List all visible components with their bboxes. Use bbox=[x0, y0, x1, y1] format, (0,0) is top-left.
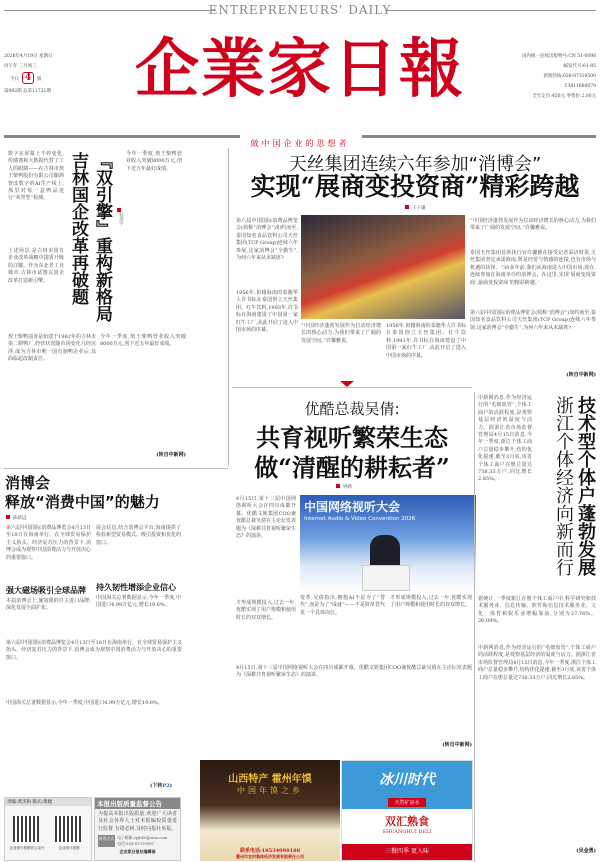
qr-code-wechat[interactable] bbox=[13, 816, 39, 842]
article-paragraph: 才形成规模投入,过去一年,优酷实现了用户规模和使用时长的双双增长。 bbox=[390, 595, 472, 609]
ad-brands[interactable] bbox=[341, 760, 473, 861]
page-count-badge: 4 bbox=[22, 72, 34, 84]
youku-kicker: 优酷总裁吴倩: bbox=[304, 400, 400, 418]
xiaobohui-headline-2: 释放“消费中国”的魅力 bbox=[5, 493, 160, 511]
convention-photo bbox=[300, 495, 476, 591]
article-paragraph: 中新网消息,作为经济运行的“毛细血管”,个体工商户的活跃程度,是观察基层经济的温度与活力。据浙江省市场监督管理局4月15日消息,今年一季度,浙江个体工商户总量稳步攀升,结构优化提速,截至3月底,该省个体工商户在册总量达738.33万户,同比增长2.85%。 bbox=[478, 395, 532, 483]
zhejiang-headline-sub: 浙江个体经济向新而行 bbox=[553, 396, 574, 576]
byline-name: 石洪宇 bbox=[118, 212, 124, 226]
zhejiang-headline: 技术型个体户蓬勃发展 bbox=[575, 396, 596, 576]
article-paragraph: “中国经济蓬勃发展作为拉动经济增长的核心动力,为我们带来了广阔的发展空间。”许馨雅说。 bbox=[301, 323, 381, 344]
editor-box bbox=[4, 797, 92, 861]
editor-credits: 责编:黄杰和 版式:黄婕 bbox=[5, 798, 91, 806]
article-paragraph: 上述场景,是吉林市国有企业改革战略中提质升级的注脚。作为东北老工业城市,吉林市试图以国企改革打造新引擎。 bbox=[8, 248, 64, 284]
ad-bingchuan bbox=[342, 761, 472, 809]
byline-name: 王子谦 bbox=[412, 206, 426, 211]
lead-kicker: 天丝集团连续六年参加“消博会” bbox=[288, 154, 542, 175]
youku-headline: 共育视听繁荣生态 bbox=[256, 423, 448, 452]
jilin-article bbox=[4, 148, 228, 466]
notice-email: 电子邮箱:cyjb49@sina.com bbox=[117, 835, 168, 841]
divider bbox=[228, 148, 229, 466]
article-paragraph: 1956年,祖籍海南的泰籍华人许书标在泰国创立天丝集团。红牛饮料,1993年,许书标在海南建设了中国第一家红牛工厂,从此开启了进入中国市场的序幕。 bbox=[236, 290, 298, 334]
article-paragraph: 泰国天丝集团首席执行官许馨雅在接受记者采访时说,天丝集团坚定承诺海南,既是经贸与情感的连接,也有市场与机遇的抉择。“30多年前,我们从海南进入中国市场;现在,连续参加在海南举办的消博会。在这里,实现‘展商变投资商’,最商变投资商‘的精彩跨越。’ bbox=[470, 250, 596, 286]
brand-name: 双汇熟食 bbox=[385, 815, 429, 828]
brand-name: 冰川时代 bbox=[379, 772, 435, 788]
issue-date: 2026年4月19日 星期日 bbox=[4, 54, 53, 59]
postal-code: 邮发代号:61-85 bbox=[563, 64, 596, 69]
contact-tag: 联系方式 bbox=[98, 835, 115, 847]
expo-booth-photo bbox=[301, 215, 465, 319]
photo-banner: 中国网络视听大会 bbox=[304, 500, 401, 514]
quality-notice bbox=[94, 797, 181, 861]
xiaobohui-headline: 消博会 bbox=[5, 474, 51, 492]
article-source: (吴金勇) bbox=[576, 848, 596, 854]
byline-name: 钟新 bbox=[343, 485, 352, 490]
notice-body: 为提高本报出版质量,欢迎广大读者及社会各界人士对本报编校质量进行监督,有错必纠,及时向报社举报。 bbox=[98, 811, 177, 832]
qr-caption: 企业家日报微信公众号 bbox=[9, 846, 45, 850]
continued-close: ) bbox=[169, 783, 172, 789]
newspaper-logo: 企業家日報 bbox=[135, 32, 465, 107]
continued-link[interactable] bbox=[150, 782, 172, 789]
ad-shuanghui bbox=[342, 809, 472, 860]
byline bbox=[405, 205, 426, 211]
ad-subtitle: 中国年馍之乡 bbox=[237, 786, 303, 795]
article-paragraph: 中新网消息,作为经济运行的“毛细血管”,个体工商户的活跃程度,是观察基层经济的温度与活力。据浙江省市场监督管理局4月15日消息,今年一季度,浙江个体工商户总量稳步攀升,结构优化提速,截至3月底,该省个体工商户在册总量达738.33万户,同比增长2.85%。 bbox=[478, 645, 596, 681]
english-title: ENTREPRENEURS' DAILY bbox=[208, 3, 392, 17]
article-paragraph: 敖王柴鸭前身是始建于1982年的吉林市第二制鸭厂,经营状况随市场变化几经沉浮,成为吉林市唯一国有制鸭企业后,其面临起改制责任。 bbox=[8, 334, 96, 363]
publication-info bbox=[476, 52, 596, 102]
ad-phone: 联系电话:18534090188 bbox=[239, 848, 301, 854]
article-paragraph: 数字在屏幕上不停变化,传感器和大数据代替了工人的眼睛——在吉林市敖王柴鸭股份有限公司酿酒智改数字的AI生产线上,那里对每一盒鸭品进行“荣誉型”检测。 bbox=[8, 151, 64, 202]
news-hotline: 新闻热线:028-87319500 bbox=[543, 74, 596, 79]
article-source: (转自中新网) bbox=[566, 372, 596, 378]
notice-signature: 企业家日报社编辑部 bbox=[119, 849, 156, 855]
byline-name: 陈新远 bbox=[13, 516, 27, 521]
divider bbox=[232, 387, 472, 388]
byline bbox=[6, 515, 27, 521]
article-paragraph: 今年一季度,敖王柴鸭营业收入突破8000万元,创下近五年最好成绩。 bbox=[126, 151, 182, 172]
article-paragraph: 4月15日,第十三届中国网络视听大会在四川成都开幕。优酷文娱集团COO兼优酷总裁吴倩在主论坛发表题为《深耕共育视听繁荣生态》的演讲。 bbox=[236, 496, 297, 540]
photo-banner-en: Internet Audio & Video Convention 2026 bbox=[304, 516, 416, 522]
issue-number: 第092期 总第11721期 bbox=[4, 89, 51, 94]
article-paragraph: 变革,吴倩指出,拥抱AI不是为了“替代”,而是为了“成就”——不是简单替代某一个具体岗位。 bbox=[300, 595, 385, 616]
notice-contact bbox=[95, 835, 180, 847]
article-paragraph: 中国海关总署数据显示,今年一季度,中国进口4.99万亿元,增长19.6%。 bbox=[6, 700, 163, 706]
jilin-headline-sub: 吉林国企改革再破题 bbox=[68, 152, 88, 305]
page-count bbox=[10, 72, 104, 87]
article-paragraph: 今年一季度,敖王柴鸭营业收入突破8000万元,创下近五年最好成绩。 bbox=[100, 334, 186, 348]
article-paragraph: 展会信息,结合消博会平台,海南提供了检验新型贸易模式、吸引投资和优化的窗口。 bbox=[96, 525, 182, 546]
continued-label: (下转 bbox=[150, 783, 163, 789]
article-paragraph: 第六届中国国际消费品博览会4月13日至18日在海南举行。在全球贸易保护主义抬头、经济复苏压力的背景下,消博会成为观察中国消费活力与开放决心的重要窗口。 bbox=[6, 525, 92, 561]
continued-page[interactable]: P2 bbox=[162, 783, 170, 789]
byline bbox=[117, 208, 124, 226]
jilin-headline: 『双引擎』重构新格局 bbox=[92, 152, 112, 322]
byline bbox=[336, 484, 352, 490]
article-paragraph: 中国海关总署数据显示,今年一季度,中国进口4.99万亿元,增长19.6%。 bbox=[96, 595, 181, 609]
ad-huozhou-nianmo[interactable] bbox=[200, 760, 340, 861]
page-label: 版 bbox=[37, 77, 42, 82]
podium bbox=[362, 565, 410, 591]
publication-number: 国内统一连续出版物号:CN 51-0098 bbox=[521, 54, 596, 59]
brand-tagline: 天然矿泉水 bbox=[388, 798, 425, 807]
article-paragraph: 4月15日,第十三届中国网络视听大会在四川成都开幕。优酷文娱集团COO兼优酷总裁吴倩在主论坛发表题为《深耕共育视听繁荣生态》的演讲。 bbox=[236, 665, 472, 679]
lunar-date: 丙午年 三月初三 bbox=[4, 64, 37, 69]
issue-info bbox=[4, 52, 104, 97]
article-paragraph: 本届消博会上,施加剧的自主进口品牌,深化发展全面扩张。 bbox=[6, 598, 91, 612]
hotline-mobile: 13811660079 bbox=[564, 84, 596, 89]
divider bbox=[474, 392, 475, 862]
article-paragraph: 据统计,一季度新江在册个体工商户中,科学研究和技术服务业、信息传输、软件和信息技术服务业、文化、体育和娱乐业增幅靠前,分别为27.76%、26.09%。 bbox=[478, 596, 596, 625]
article-source: (转自中新网) bbox=[442, 742, 472, 748]
notice-title: 本报出版质量监督公告 bbox=[95, 798, 180, 809]
slogan-text: 做中国企业的思想者 bbox=[247, 139, 354, 148]
youku-headline-2: 做“清醒的耕耘者” bbox=[254, 453, 450, 482]
notice-phone: 电话:028-87319587 bbox=[117, 841, 154, 847]
ad-company: 霍州市农村集体经济发展有限责任公司 bbox=[236, 854, 304, 859]
ad-title: 山西特产 霍州年馍 bbox=[228, 774, 312, 785]
qr-code-website[interactable] bbox=[55, 816, 81, 842]
brand-name-en: SHUANGHUI DELI bbox=[382, 829, 432, 835]
divider bbox=[4, 468, 228, 469]
subhead: 强大磁场吸引全球品牌 bbox=[6, 586, 86, 595]
qr-caption: 企业家日报网 bbox=[58, 846, 80, 850]
article-source: (转自中新网) bbox=[156, 452, 186, 458]
article-paragraph: 第六届中国国际消费品博览会4月13日至18日在海南举行。在全球贸易保护主义抬头、经济复苏压力的背景下,消博会成为观察中国消费活力与开放决心的重要窗口。 bbox=[6, 640, 182, 661]
page-label: 今日 bbox=[10, 77, 19, 82]
subhead: 持久韧性增添企业信心 bbox=[96, 583, 176, 592]
lead-headline: 实现“展商变投资商”精彩跨越 bbox=[250, 172, 580, 201]
price-info: 全年定价:450元 零售价:2.00元 bbox=[532, 94, 596, 99]
article-paragraph: 才形成规模投入,过去一年,优酷实现了用户规模和使用时长的双双增长。 bbox=[236, 600, 297, 621]
article-paragraph: 1956年,祖籍海南的泰籍华人许书标在泰国创立天丝集团。红牛饮料,1993年,许书标在海南建设了中国第一家红牛工厂,从此开启了进入中国市场的序幕。 bbox=[386, 323, 466, 359]
brand-slogan: 三餐四季 更入味 bbox=[342, 844, 472, 860]
article-paragraph: “中国经济蓬勃发展作为拉动经济增长的核心动力,为我们带来了广阔的发展空间。”许馨雅说。 bbox=[470, 218, 596, 232]
article-paragraph: 第六届中国国际消费品博览会(简称“消博会”)如约而至,泰国知名食品饮料公司天丝集团(TCP Group)连续六年参展,这家消博会“全勤生”,为何六年来从未缺席? bbox=[236, 218, 298, 262]
article-paragraph: 第六届中国国际消费品博览会(简称“消博会”)如约而至,泰国知名食品饮料公司天丝集团(TCP Group)连续六年参展,这家消博会“全勤生”,为何六年来从未缺席? bbox=[470, 310, 596, 331]
